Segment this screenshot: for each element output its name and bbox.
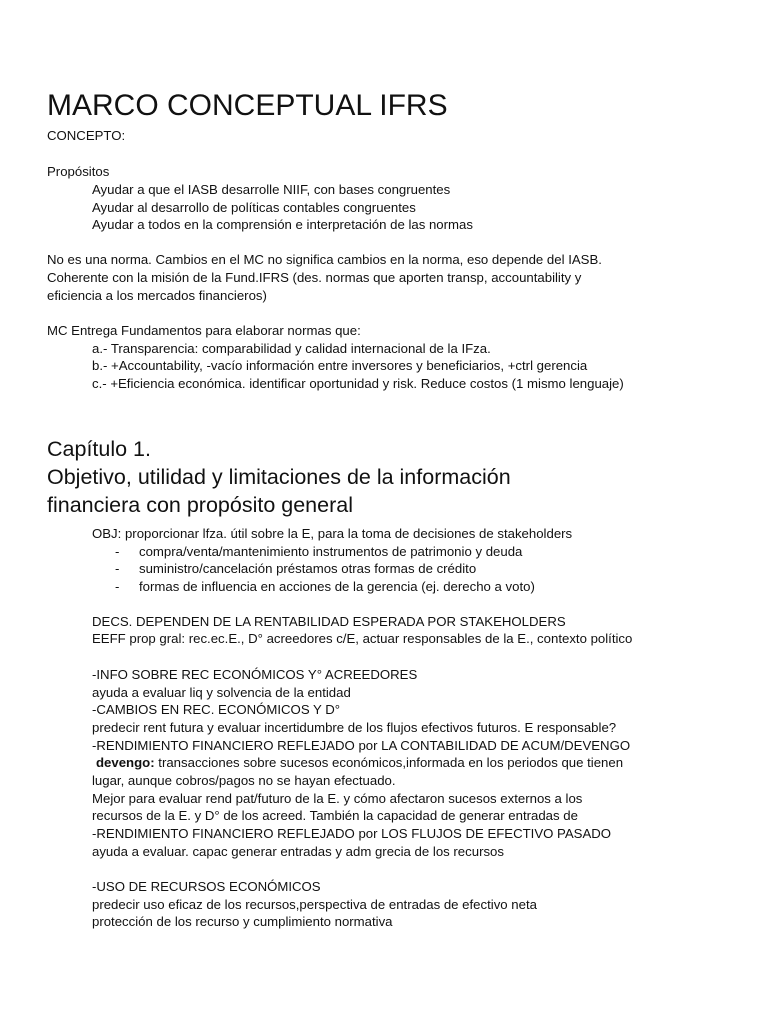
uso-line: predecir uso eficaz de los recursos,perspectiva de entradas de efectivo neta — [92, 897, 537, 912]
bullet-dash: - — [115, 544, 120, 559]
paragraph-line: eficiencia a los mercados financieros) — [47, 288, 267, 303]
fundamento-item: c.- +Eficiencia económica. identificar oportunidad y risk. Reduce costos (1 mismo lenguaje) — [92, 376, 624, 391]
paragraph-line: Coherente con la misión de la Fund.IFRS (des. normas que aporten transp, accountability y — [47, 270, 582, 285]
info-heading: -RENDIMIENTO FINANCIERO REFLEJADO por LOS FLUJOS DE EFECTIVO PASADO — [92, 826, 612, 841]
info-line: predecir rent futura y evaluar incertidumbre de los flujos efectivos futuros. E responsable? — [92, 720, 617, 735]
chapter-title-line1: Objetivo, utilidad y limitaciones de la información — [47, 465, 511, 489]
paragraph-line: No es una norma. Cambios en el MC no significa cambios en la norma, eso depende del IASB. — [47, 252, 602, 267]
fundamento-item: a.- Transparencia: comparabilidad y calidad internacional de la IFza. — [92, 341, 491, 356]
bullet-dash: - — [115, 561, 120, 576]
info-heading: -INFO SOBRE REC ECONÓMICOS Y° ACREEDORES — [92, 667, 418, 682]
uso-heading: -USO DE RECURSOS ECONÓMICOS — [92, 879, 321, 894]
propositos-heading: Propósitos — [47, 164, 110, 179]
info-line: ayuda a evaluar. capac generar entradas y adm grecia de los recursos — [92, 844, 504, 859]
obj-bullet: formas de influencia en acciones de la gerencia (ej. derecho a voto) — [139, 579, 535, 594]
bullet-dash: - — [115, 579, 120, 594]
proposito-item: Ayudar al desarrollo de políticas contables congruentes — [92, 200, 416, 215]
chapter-title-line2: financiera con propósito general — [47, 493, 353, 517]
info-heading: -CAMBIOS EN REC. ECONÓMICOS Y D° — [92, 702, 341, 717]
obj-bullet: suministro/cancelación préstamos otras formas de crédito — [139, 561, 477, 576]
proposito-item: Ayudar a todos en la comprensión e interpretación de las normas — [92, 217, 473, 232]
concepto-label: CONCEPTO: — [47, 128, 126, 143]
info-line: ayuda a evaluar liq y solvencia de la entidad — [92, 685, 351, 700]
info-line: Mejor para evaluar rend pat/futuro de la E. y cómo afectaron sucesos externos a los — [92, 791, 583, 806]
decs-line: DECS. DEPENDEN DE LA RENTABILIDAD ESPERADA POR STAKEHOLDERS — [92, 614, 566, 629]
info-line: lugar, aunque cobros/pagos no se hayan efectuado. — [92, 773, 396, 788]
info-heading: -RENDIMIENTO FINANCIERO REFLEJADO por LA CONTABILIDAD DE ACUM/DEVENGO — [92, 738, 631, 753]
devengo-line — [96, 754, 623, 772]
devengo-label: devengo: — [96, 755, 155, 770]
chapter-number: Capítulo 1. — [47, 437, 151, 461]
decs-line: EEFF prop gral: rec.ec.E., D° acreedores c/E, actuar responsables de la E., contexto político — [92, 631, 633, 646]
document-title: MARCO CONCEPTUAL IFRS — [47, 89, 448, 122]
info-line: recursos de la E. y D° de los acreed. También la capacidad de generar entradas de — [92, 808, 578, 823]
devengo-text: transacciones sobre sucesos económicos,informada en los periodos que tienen — [154, 755, 624, 770]
obj-text: OBJ: proporcionar lfza. útil sobre la E, para la toma de decisiones de stakeholders — [92, 526, 573, 541]
obj-bullet: compra/venta/mantenimiento instrumentos de patrimonio y deuda — [139, 544, 523, 559]
proposito-item: Ayudar a que el IASB desarrolle NIIF, con bases congruentes — [92, 182, 451, 197]
fundamento-item: b.- +Accountability, -vacío información entre inversores y beneficiarios, +ctrl gerencia — [92, 358, 588, 373]
fundamentos-heading: MC Entrega Fundamentos para elaborar normas que: — [47, 323, 361, 338]
uso-line: protección de los recurso y cumplimiento normativa — [92, 914, 393, 929]
